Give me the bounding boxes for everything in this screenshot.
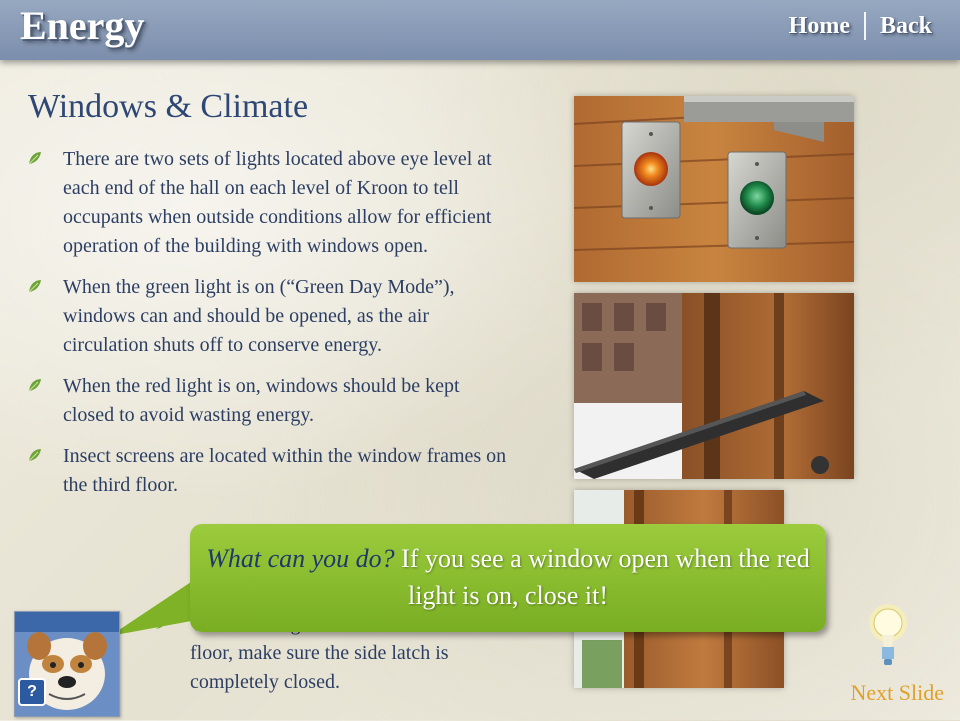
header-bar (0, 0, 960, 60)
bullet-text: When the green light is on (“Green Day Mode”), windows can and should be opened, as the air circulation shuts off to conserve energy. (63, 276, 455, 356)
leaf-bullet-icon (28, 378, 42, 392)
next-slide-link[interactable]: Next Slide (850, 680, 944, 705)
callout-lead: What can you do? (206, 544, 395, 573)
header-nav (789, 12, 932, 40)
nav-divider (864, 12, 866, 40)
help-button[interactable]: ? (18, 678, 46, 706)
light-bulb-icon (868, 603, 908, 673)
bullet-item (28, 145, 508, 261)
home-link[interactable]: Home (788, 12, 850, 39)
bullet-text: There are two sets of lights located above eye level at each end of the hall on each level of Kroon to tell occupants when outside conditions allow for efficient operation of the building with windows open. (63, 148, 492, 257)
back-link[interactable]: Back (879, 12, 932, 39)
leaf-bullet-icon (28, 151, 42, 165)
bullet-list (28, 145, 508, 512)
bullet-item (28, 442, 508, 500)
sub-bullet-text: floor, make sure the side latch is completely closed. (190, 642, 449, 693)
leaf-bullet-icon (28, 279, 42, 293)
app-title: Energy (20, 3, 145, 48)
tip-callout (190, 524, 826, 632)
bullet-text: Insect screens are located within the window frames on the third floor. (63, 445, 507, 496)
callout-message: If you see a window open when the red light is on, close it! (394, 544, 810, 610)
bullet-item (28, 372, 508, 430)
bullet-text: When the red light is on, windows should be kept closed to avoid wasting energy. (63, 375, 460, 426)
slide-title: Windows & Climate (28, 88, 309, 125)
indicator-lights-photo (574, 96, 854, 282)
callout-text (190, 540, 826, 614)
leaf-bullet-icon (28, 448, 42, 462)
window-frame-photo (574, 293, 854, 479)
bullet-item (28, 273, 508, 360)
